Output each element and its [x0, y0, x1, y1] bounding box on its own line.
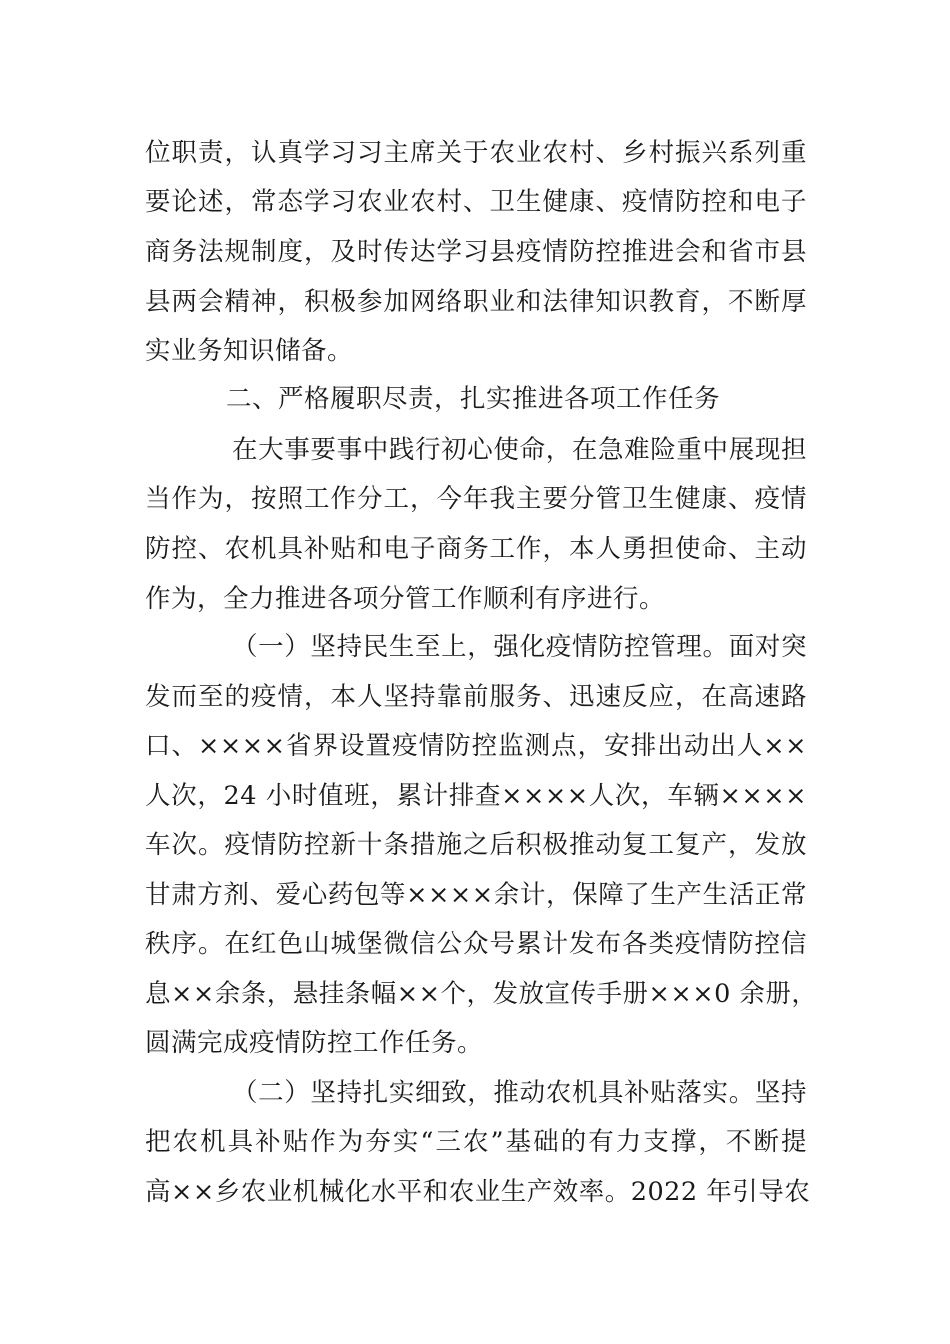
text-line-22: 高××乡农业机械化水平和农业生产效率。2022 年引导农 — [145, 1177, 811, 1207]
text-line-8: 当作为，按照工作分工，今年我主要分管卫生健康、疫情 — [145, 484, 807, 514]
text-line-1: 位职责，认真学习习主席关于农业农村、乡村振兴系列重 — [145, 138, 807, 168]
text-line-2: 要论述，常态学习农业农村、卫生健康、疫情防控和电子 — [145, 187, 807, 217]
text-line-4: 县两会精神，积极参加网络职业和法律知识教育，不断厚 — [145, 287, 807, 317]
text-line-21: 把农机具补贴作为夯实“三农”基础的有力支撑，不断提 — [145, 1127, 807, 1157]
text-line-9: 防控、农机具补贴和电子商务工作，本人勇担使命、主动 — [145, 534, 807, 564]
text-line-15: 车次。疫情防控新十条措施之后积极推动复工复产，发放 — [145, 830, 807, 860]
text-line-7: 在大事要事中践行初心使命，在急难险重中展现担 — [232, 435, 807, 465]
subsection-heading-2: （二）坚持扎实细致，推动农机具补贴落实。坚持 — [232, 1078, 807, 1108]
text-line-16: 甘肃方剂、爱心药包等××××余计，保障了生产生活正常 — [145, 880, 807, 910]
text-line-17: 秩序。在红色山城堡微信公众号累计发布各类疫情防控信 — [145, 929, 807, 959]
text-line-5: 实业务知识储备。 — [145, 336, 354, 366]
text-line-13: 口、××××省界设置疫情防控监测点，安排出动出人×× — [145, 731, 807, 761]
text-line-10: 作为，全力推进各项分管工作顺利有序进行。 — [145, 584, 666, 614]
text-line-3: 商务法规制度，及时传达学习县疫情防控推进会和省市县 — [145, 237, 807, 267]
text-line-18: 息××余条，悬挂条幅××个，发放宣传手册×××0 余册， — [145, 979, 818, 1009]
subsection-heading-1: （一）坚持民生至上，强化疫情防控管理。面对突 — [232, 632, 807, 662]
section-heading-2: 二、严格履职尽责，扎实推进各项工作任务 — [226, 384, 721, 414]
text-line-19: 圆满完成疫情防控工作任务。 — [145, 1028, 484, 1058]
text-line-14: 人次，24 小时值班，累计排查××××人次，车辆×××× — [145, 781, 807, 811]
text-line-12: 发而至的疫情，本人坚持靠前服务、迅速反应，在高速路 — [145, 682, 807, 712]
